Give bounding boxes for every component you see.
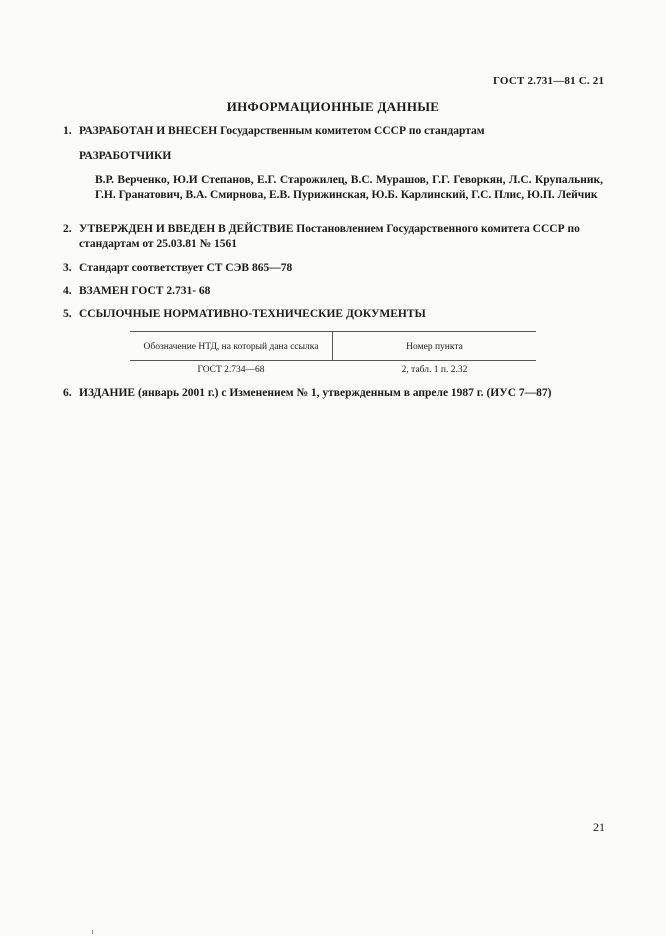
item-number: 5. — [63, 308, 72, 320]
document-code: ГОСТ 2.731—81 С. 21 — [493, 75, 605, 87]
table-cell-clause: 2, табл. 1 п. 2.32 — [401, 365, 468, 375]
item-text: ВЗАМЕН ГОСТ 2.731- 68 — [79, 285, 211, 297]
info-item-1 — [63, 124, 603, 139]
table-header-clause: Номер пункта — [406, 342, 463, 352]
item-number: 6. — [63, 387, 72, 399]
developers-heading: РАЗРАБОТЧИКИ — [79, 150, 172, 162]
table-rule-header — [130, 360, 536, 361]
item-text: ССЫЛОЧНЫЕ НОРМАТИВНО-ТЕХНИЧЕСКИЕ ДОКУМЕНТЫ — [79, 308, 426, 320]
item-text: ИЗДАНИЕ (январь 2001 г.) с Изменением № 1, утвержденным в апреле 1987 г. (ИУС 7—87) — [79, 387, 552, 399]
scan-mark — [92, 930, 93, 934]
item-number: 1. — [63, 125, 72, 137]
item-number: 2. — [63, 223, 72, 235]
item-number: 4. — [63, 285, 72, 297]
item-text: РАЗРАБОТАН И ВНЕСЕН Государственным комитетом СССР по стандартам — [79, 125, 485, 137]
item-number: 3. — [63, 262, 72, 274]
info-item-6 — [63, 386, 603, 401]
page-title: ИНФОРМАЦИОННЫЕ ДАННЫЕ — [226, 99, 440, 114]
table-rule-top — [130, 331, 536, 332]
table-header-document: Обозначение НТД, на который дана ссылка — [143, 342, 319, 352]
info-item-4 — [63, 284, 603, 299]
info-item-2 — [63, 222, 603, 252]
page-number: 21 — [593, 820, 605, 834]
info-item-3 — [63, 261, 603, 276]
item-text: Стандарт соответствует СТ СЭВ 865—78 — [79, 262, 293, 274]
info-item-5 — [63, 307, 603, 322]
item-text: УТВЕРЖДЕН И ВВЕДЕН В ДЕЙСТВИЕ Постановлением Государственного комитета СССР по стандартам от 25.03.81 № 1561 — [79, 223, 580, 250]
developers-list: В.Р. Верченко, Ю.И Степанов, Е.Г. Старожилец, В.С. Мурашов, Г.Г. Геворкян, Л.С. Крупальник, Г.Н. Гранатович, В.А. Смирнова, Е.В. Пурижинская, Ю.Б. Карлинский, Г.С. Плис, Ю.П. Лейчик — [95, 174, 603, 201]
table-cell-document: ГОСТ 2.734—68 — [197, 365, 265, 375]
